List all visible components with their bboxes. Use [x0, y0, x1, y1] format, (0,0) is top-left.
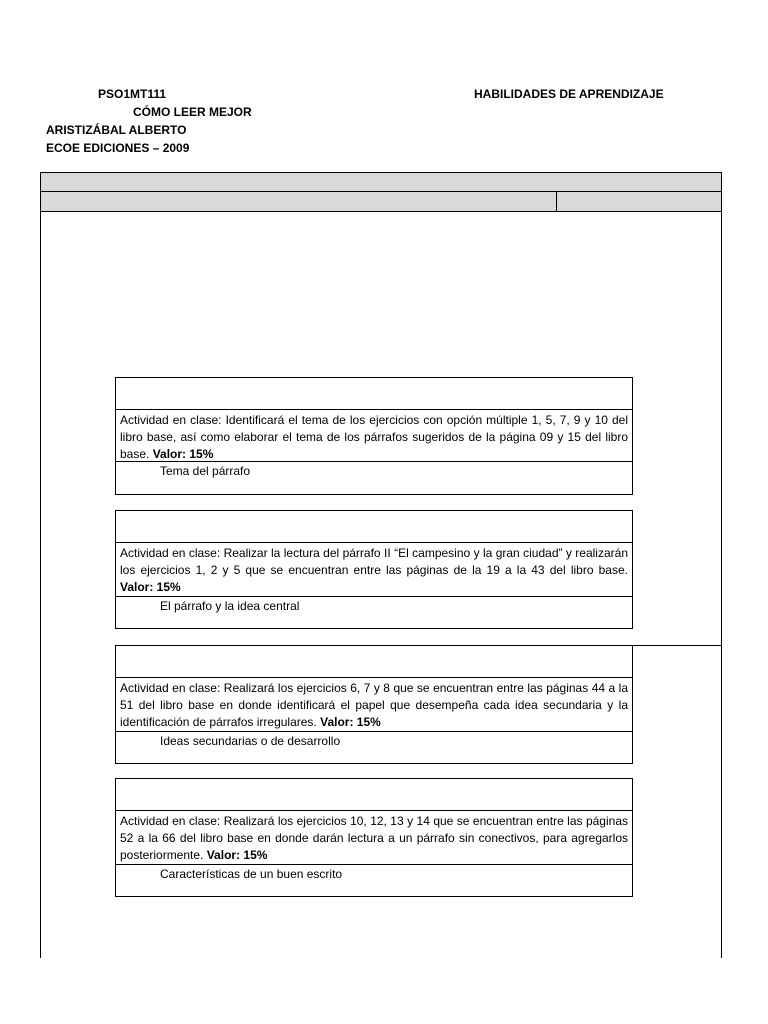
course-code: PSO1MT111 [98, 87, 167, 101]
table-subheader-row [40, 191, 722, 212]
activity-value: Valor: 15% [206, 848, 268, 862]
activity-description: Actividad en clase: Identificará el tema de los ejercicios con opción múltiple 1, 5, 7, 9 y 10 del libro base, así como elaborar el tema de los párrafos sugeridos de la página 09 y 15 del libro base. Valor: 15% [115, 409, 633, 462]
table-header-row [40, 172, 722, 192]
frame-inner-line [632, 645, 722, 646]
activity-title-box [115, 377, 633, 410]
activity-title-box [115, 645, 633, 678]
activity-description: Actividad en clase: Realizará los ejercicios 10, 12, 13 y 14 que se encuentran entre las páginas 52 a la 66 del libro base en donde darán lectura a un párrafo sin conectivos, para agregarlos posteriormente. Valor: 15% [115, 810, 633, 865]
activity-description: Actividad en clase: Realizar la lectura del párrafo II “El campesino y la gran ciudad” y realizarán los ejercicios 1, 2 y 5 que se encuentran entre las páginas de la 19 a la 43 del libro base. Valor: 15% [115, 542, 633, 597]
activity-value: Valor: 15% [152, 447, 214, 461]
activity-value: Valor: 15% [120, 580, 181, 594]
subject-title: HABILIDADES DE APRENDIZAJE [474, 87, 664, 101]
activity-title-box [115, 510, 633, 543]
book-title: CÓMO LEER MEJOR [133, 105, 252, 119]
activity-topic: El párrafo y la idea central [115, 596, 633, 629]
activity-topic: Características de un buen escrito [115, 864, 633, 897]
frame-right-border [721, 211, 722, 958]
activity-topic: Ideas secundarias o de desarrollo [115, 731, 633, 764]
author: ARISTIZÁBAL ALBERTO [46, 123, 187, 137]
activity-description: Actividad en clase: Realizará los ejercicios 6, 7 y 8 que se encuentran entre las páginas 44 a la 51 del libro base en donde identificará el papel que desempeña cada idea secundaria y la identificación de párrafos irregulares. Valor: 15% [115, 677, 633, 732]
activity-value: Valor: 15% [320, 715, 381, 729]
subheader-divider [556, 191, 557, 212]
activity-title-box [115, 778, 633, 811]
frame-left-border [40, 211, 41, 958]
activity-topic: Tema del párrafo [115, 461, 633, 495]
publisher: ECOE EDICIONES – 2009 [46, 141, 190, 155]
